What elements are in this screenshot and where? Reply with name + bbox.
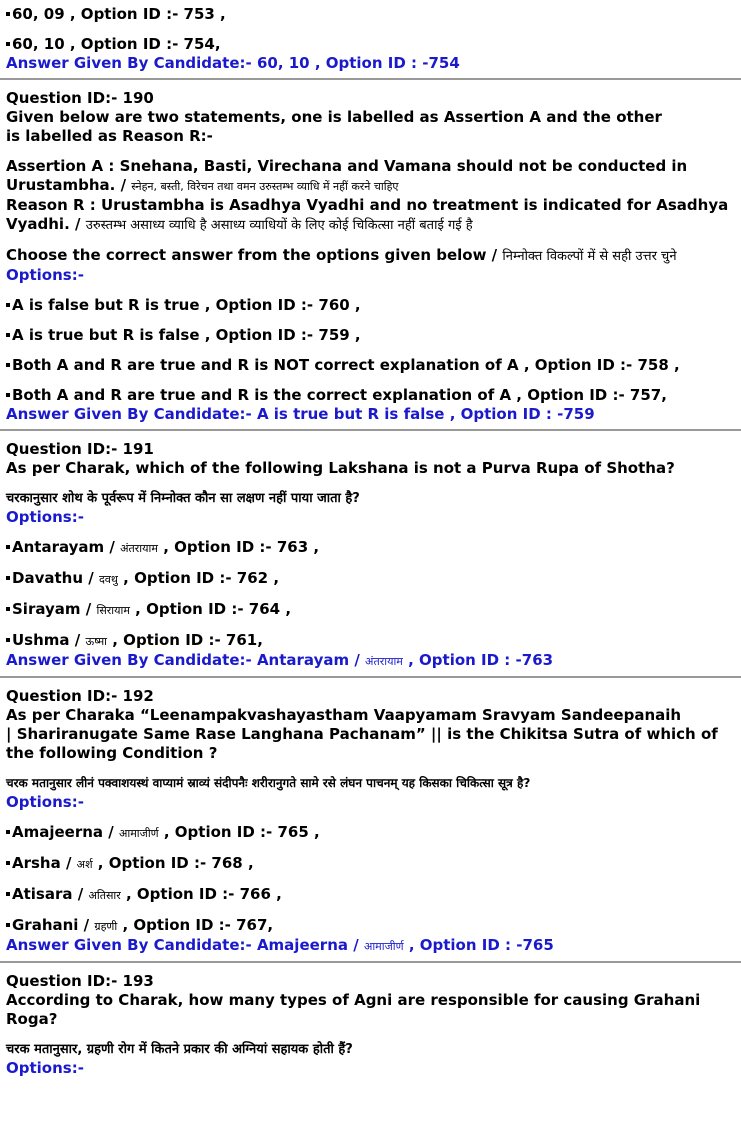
option-en: Davathu / xyxy=(12,569,94,587)
bullet-icon xyxy=(6,303,10,307)
question-id: Question ID:- 191 xyxy=(6,440,154,458)
divider xyxy=(0,429,741,431)
option-en: Amajeerna / xyxy=(12,823,114,841)
option-item xyxy=(0,5,741,24)
option-en: Ushma / xyxy=(12,631,81,649)
answer-sheet-page xyxy=(0,5,741,1078)
question-190 xyxy=(0,89,741,424)
question-text: Given below are two statements, one is labelled as Assertion A and the other xyxy=(6,108,662,126)
bullet-icon xyxy=(6,42,10,46)
options-label: Options:- xyxy=(6,266,84,284)
options-label: Options:- xyxy=(6,508,84,526)
reason-en: Vyadhi. / xyxy=(6,215,81,233)
divider xyxy=(0,78,741,80)
option-hindi: ऊष्मा xyxy=(85,635,108,648)
assertion-text xyxy=(0,176,741,196)
candidate-answer: Answer Given By Candidate:- A is true but R is false , Option ID : -759 xyxy=(6,405,595,423)
option-en: Atisara / xyxy=(12,885,84,903)
option-text: Both A and R are true and R is the correct explanation of A , Option ID :- 757, xyxy=(12,386,667,404)
option-id: , Option ID :- 762 , xyxy=(123,569,280,587)
option-hindi: अतिसार xyxy=(88,889,121,902)
question-hindi: चरकानुसार शोथ के पूर्वरूप में निम्नोक्त कौन सा लक्षण नहीं पाया जाता है? xyxy=(6,491,360,506)
bullet-icon xyxy=(6,861,10,865)
option-item xyxy=(0,296,741,315)
candidate-answer: Answer Given By Candidate:- 60, 10 , Option ID : -754 xyxy=(6,54,460,72)
option-hindi: अर्श xyxy=(76,858,93,871)
question-text: Roga? xyxy=(6,1010,58,1028)
option-hindi: ग्रहणी xyxy=(94,920,118,933)
answer-hindi: अंतरायाम xyxy=(365,655,403,668)
options-label: Options:- xyxy=(6,793,84,811)
question-193 xyxy=(0,972,741,1078)
question-text: As per Charak, which of the following Lakshana is not a Purva Rupa of Shotha? xyxy=(6,459,675,477)
bullet-icon xyxy=(6,12,10,16)
option-item xyxy=(0,823,741,843)
option-item xyxy=(0,885,741,905)
option-id: , Option ID :- 763 , xyxy=(163,538,320,556)
answer-en: Answer Given By Candidate:- Amajeerna / xyxy=(6,936,359,954)
divider xyxy=(0,676,741,678)
option-id: , Option ID :- 761, xyxy=(112,631,263,649)
reason-text: Reason R : Urustambha is Asadhya Vyadhi and no treatment is indicated for Asadhya xyxy=(6,196,729,214)
assertion-text: Assertion A : Snehana, Basti, Virechana and Vamana should not be conducted in xyxy=(6,157,688,175)
bullet-icon xyxy=(6,545,10,549)
candidate-answer xyxy=(0,651,741,671)
answer-en: Answer Given By Candidate:- Antarayam / xyxy=(6,651,360,669)
previous-question-tail xyxy=(0,5,741,73)
question-text: is labelled as Reason R:- xyxy=(6,127,213,145)
option-item xyxy=(0,631,741,651)
assertion-hindi: स्नेहन, बस्ती, विरेचन तथा वमन उरुस्तम्भ व्याधि में नहीं करने चाहिए xyxy=(131,180,399,193)
option-id: , Option ID :- 767, xyxy=(122,916,274,934)
option-hindi: अंतरायाम xyxy=(120,542,158,555)
option-item xyxy=(0,538,741,558)
option-en: Antarayam / xyxy=(12,538,115,556)
option-id: , Option ID :- 764 , xyxy=(135,600,292,618)
option-item xyxy=(0,326,741,345)
bullet-icon xyxy=(6,830,10,834)
option-item xyxy=(0,356,741,375)
option-en: Sirayam / xyxy=(12,600,92,618)
option-id: , Option ID :- 768 , xyxy=(97,854,254,872)
option-hindi: दवथु xyxy=(98,573,118,586)
reason-text xyxy=(0,215,741,235)
question-191 xyxy=(0,440,741,671)
option-item xyxy=(0,916,741,936)
option-item xyxy=(0,854,741,874)
instruction-en: Choose the correct answer from the options given below / xyxy=(6,246,498,264)
question-text: As per Charaka “Leenampakvashayastham Vaapyamam Sravyam Sandeepanaih xyxy=(6,706,682,724)
answer-id: , Option ID : -763 xyxy=(408,651,554,669)
bullet-icon xyxy=(6,923,10,927)
instruction-text xyxy=(0,246,741,266)
instruction-hindi: निम्नोक्त विकल्पों में से सही उत्तर चुने xyxy=(502,249,677,264)
question-text: the following Condition ? xyxy=(6,744,218,762)
answer-id: , Option ID : -765 xyxy=(408,936,554,954)
options-label: Options:- xyxy=(6,1059,84,1077)
option-hindi: आमाजीर्ण xyxy=(118,827,159,840)
question-192 xyxy=(0,687,741,956)
question-hindi: चरक मतानुसार लीनं पक्वाशयस्थं वाप्यामं स्राव्यं संदीपनैः शरीरानुगते सामे रसे लंघन पाचनम् यह किसका चिकित्सा सूत्र है? xyxy=(6,776,531,790)
option-item xyxy=(0,569,741,589)
option-item xyxy=(0,35,741,54)
answer-hindi: आमाजीर्ण xyxy=(363,940,404,953)
option-item xyxy=(0,600,741,620)
option-id: , Option ID :- 766 , xyxy=(125,885,282,903)
question-id: Question ID:- 190 xyxy=(6,89,154,107)
option-text: 60, 10 , Option ID :- 754, xyxy=(12,35,221,53)
question-text: | Shariranugate Same Rase Langhana Pachanam” || is the Chikitsa Sutra of which of xyxy=(6,725,718,743)
bullet-icon xyxy=(6,363,10,367)
bullet-icon xyxy=(6,607,10,611)
divider xyxy=(0,961,741,963)
bullet-icon xyxy=(6,892,10,896)
question-hindi: चरक मतानुसार, ग्रहणी रोग में कितने प्रकार की अग्नियां सहायक होती हैं? xyxy=(6,1042,353,1057)
reason-hindi: उरुस्तम्भ असाध्य व्याधि है असाध्य व्याधियों के लिए कोई चिकित्सा नहीं बताई गई है xyxy=(85,218,473,233)
option-text: Both A and R are true and R is NOT correct explanation of A , Option ID :- 758 , xyxy=(12,356,680,374)
option-id: , Option ID :- 765 , xyxy=(163,823,320,841)
bullet-icon xyxy=(6,393,10,397)
option-item xyxy=(0,386,741,405)
question-id: Question ID:- 192 xyxy=(6,687,154,705)
question-id: Question ID:- 193 xyxy=(6,972,154,990)
bullet-icon xyxy=(6,333,10,337)
option-en: Grahani / xyxy=(12,916,90,934)
bullet-icon xyxy=(6,638,10,642)
option-text: A is true but R is false , Option ID :- 759 , xyxy=(12,326,361,344)
option-text: A is false but R is true , Option ID :- 760 , xyxy=(12,296,361,314)
assertion-en: Urustambha. / xyxy=(6,176,127,194)
option-hindi: सिरायाम xyxy=(96,604,130,617)
question-text: According to Charak, how many types of Agni are responsible for causing Grahani xyxy=(6,991,701,1009)
candidate-answer xyxy=(0,936,741,956)
option-text: 60, 09 , Option ID :- 753 , xyxy=(12,5,226,23)
option-en: Arsha / xyxy=(12,854,72,872)
bullet-icon xyxy=(6,576,10,580)
